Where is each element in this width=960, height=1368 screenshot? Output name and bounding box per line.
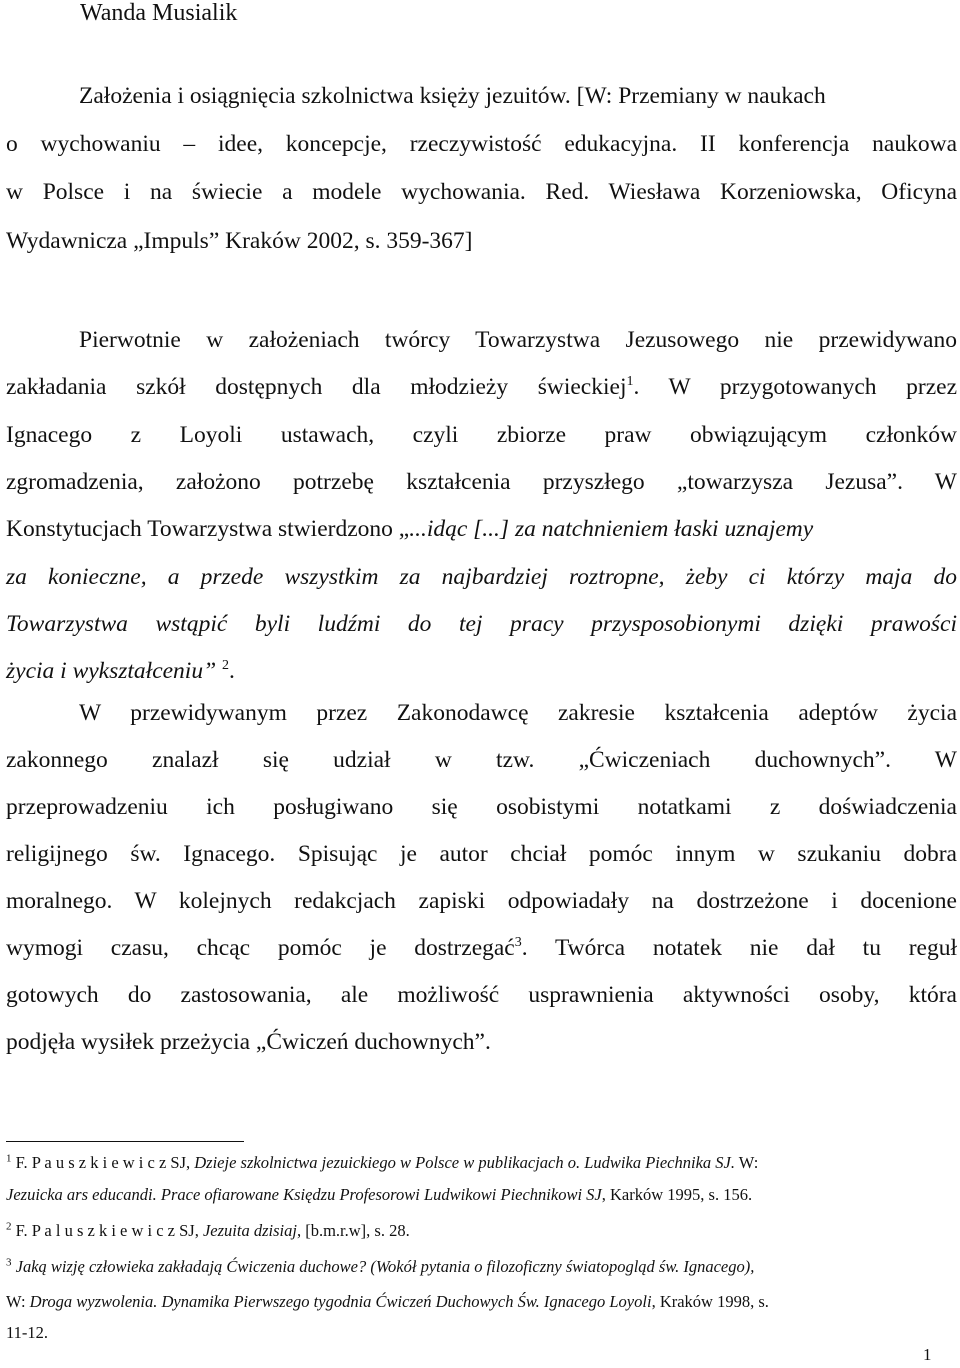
footnote-number: 1: [6, 1152, 12, 1165]
footnote-title: Dzieje szkolnictwa jezuickiego w Polsce w publikacjach o. Ludwika Piechnika SJ.: [194, 1153, 735, 1172]
footnote-text: W:: [734, 1153, 759, 1172]
footnote-1-continued: [6, 1184, 951, 1206]
footnote-title: Droga wyzwolenia. Dynamika Pierwszego tygodnia Ćwiczeń Duchowych Św. Ignacego Loyoli: [29, 1292, 652, 1311]
footnote-text: , [b.m.r.w], s. 28.: [296, 1221, 410, 1240]
body-line: zakonnego znalazł się udział w tzw. „Ćwiczeniach duchownych”. W: [6, 747, 957, 773]
footnote-ref: 2: [222, 658, 230, 674]
body-text: . W przygotowanych przez: [633, 374, 957, 400]
body-text: wymogi czasu, chcąc pomóc je dostrzegać: [6, 935, 515, 961]
quote-line: za konieczne, a przede wszystkim za najbardziej roztropne, żeby ci którzy maja do: [6, 564, 957, 590]
body-line: moralnego. W kolejnych redakcjach zapiski odpowiadały na dostrzeżone i docenione: [6, 888, 957, 914]
footnote-text: F. P a l u s z k i e w i c z SJ,: [11, 1221, 203, 1240]
body-line: [6, 372, 957, 402]
footnote-ref: 1: [626, 374, 634, 390]
citation-line: Założenia i osiągnięcia szkolnictwa księży jezuitów. [W: Przemiany w naukach: [79, 83, 826, 109]
quote-text: życia i wykształceniu”: [6, 658, 223, 684]
body-line: [6, 656, 957, 686]
footnote-title: Jezuicka ars educandi. Prace ofiarowane Księdzu Profesorowi Ludwikowi Piechnikowi SJ: [6, 1185, 602, 1204]
footnote-1: [6, 1152, 951, 1174]
footnote-text: , Kraków 1998, s.: [651, 1292, 769, 1311]
footnote-3-continued: [6, 1291, 951, 1313]
quote-text: ...idąc [...] za natchnieniem łaski uznajemy: [409, 516, 814, 542]
body-text: .: [229, 658, 235, 684]
footnote-separator: [6, 1141, 244, 1142]
footnote-text: , Karków 1995, s. 156.: [601, 1185, 753, 1204]
body-text: zakładania szkół dostępnych dla młodzieży świeckiej: [6, 374, 627, 400]
body-line: zgromadzenia, założono potrzebę kształcenia przyszłego „towarzysza Jezusa”. W: [6, 469, 957, 495]
body-text: Konstytucjach Towarzystwa stwierdzono „: [6, 516, 410, 542]
footnote-2: [6, 1220, 951, 1242]
footnote-3: [6, 1256, 951, 1278]
citation-line: Wydawnicza „Impuls” Kraków 2002, s. 359-367]: [6, 228, 473, 254]
body-line: Ignacego z Loyoli ustawach, czyli zbiorze praw obwiązującym członków: [6, 422, 957, 448]
body-line: podjęła wysiłek przeżycia „Ćwiczeń duchownych”.: [6, 1029, 491, 1055]
body-line: przeprowadzeniu ich posługiwano się osobistymi notatkami z doświadczenia: [6, 794, 957, 820]
citation-line: w Polsce i na świecie a modele wychowania. Red. Wiesława Korzeniowska, Oficyna: [6, 179, 957, 205]
footnote-text: F. P a u s z k i e w i c z SJ,: [11, 1153, 195, 1172]
footnote-number: 2: [6, 1220, 12, 1233]
footnote-number: 3: [6, 1256, 12, 1269]
footnote-text: W:: [6, 1292, 30, 1311]
body-line: gotowych do zastosowania, ale możliwość usprawnienia aktywności osoby, która: [6, 982, 957, 1008]
citation-line: o wychowaniu – idee, koncepcje, rzeczywistość edukacyjna. II konferencja naukowa: [6, 131, 957, 157]
page-number: 1: [923, 1345, 932, 1364]
footnote-ref: 3: [514, 935, 522, 951]
body-text: . Twórca notatek nie dał tu reguł: [521, 935, 957, 961]
quote-line: Towarzystwa wstąpić byli ludźmi do tej pracy przysposobionymi dzięki prawości: [6, 611, 957, 637]
footnote-title: Jezuita dzisiaj: [202, 1221, 297, 1240]
body-line: religijnego św. Ignacego. Spisując je autor chciał pomóc innym w szukaniu dobra: [6, 841, 957, 867]
footnote-3-continued: 11-12.: [6, 1323, 49, 1342]
author-name: Wanda Musialik: [80, 0, 238, 26]
body-line: [6, 514, 957, 544]
body-line: [6, 933, 957, 963]
body-line: W przewidywanym przez Zakonodawcę zakresie kształcenia adeptów życia: [79, 700, 957, 726]
body-line: Pierwotnie w założeniach twórcy Towarzystwa Jezusowego nie przewidywano: [79, 327, 957, 353]
footnote-title: Jaką wizję człowieka zakładają Ćwiczenia duchowe? (Wokół pytania o filozoficzny światopogląd św. Ignacego),: [11, 1257, 755, 1276]
